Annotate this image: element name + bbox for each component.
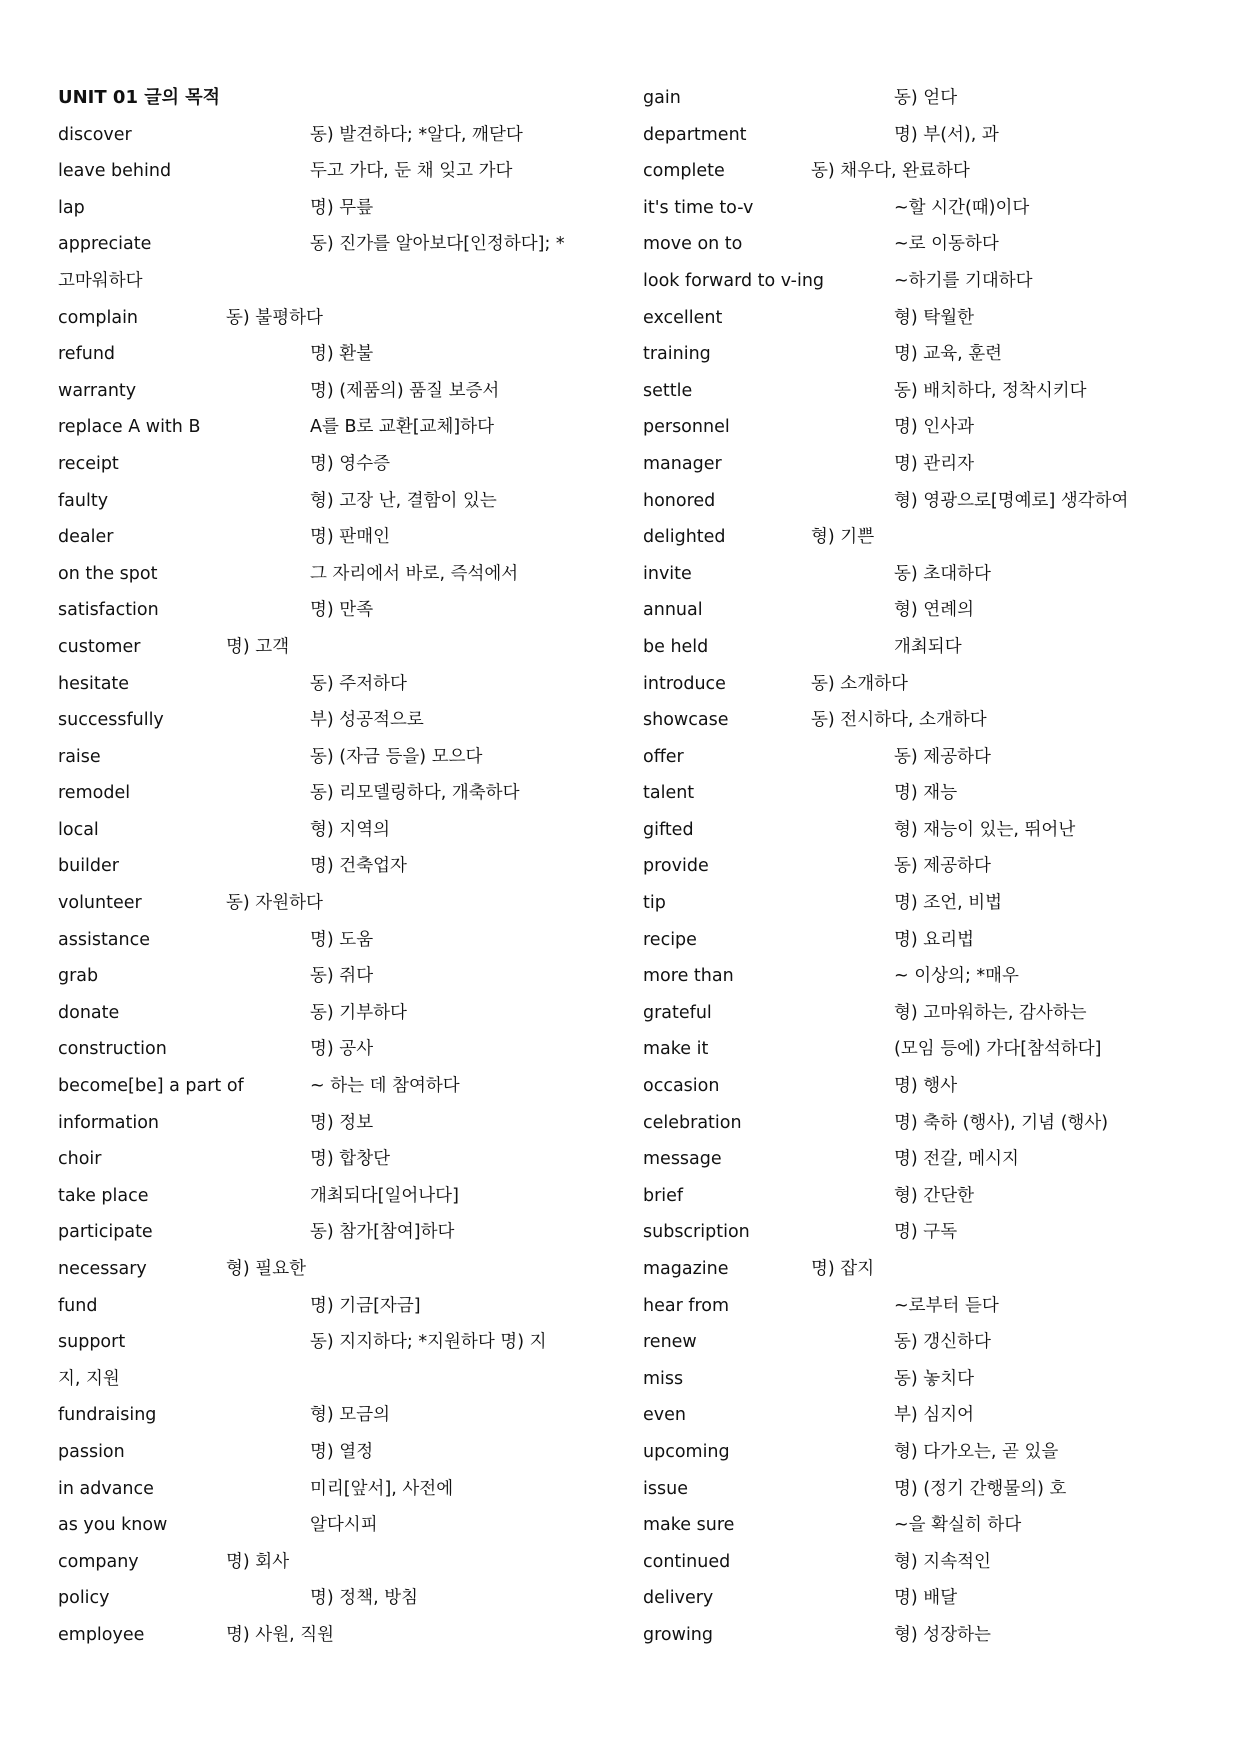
vocab-definition: 동) 리모델링하다, 개축하다 <box>310 783 520 804</box>
vocab-definition: 동) 채우다, 완료하다 <box>811 161 970 182</box>
vocab-word: growing <box>643 1624 713 1645</box>
vocab-entry <box>58 922 618 959</box>
vocab-entry <box>643 775 1203 812</box>
vocab-word: refund <box>58 344 116 365</box>
vocab-word: delivery <box>643 1588 714 1609</box>
vocab-definition: 명) 공사 <box>310 1039 374 1060</box>
vocab-entry <box>643 885 1203 922</box>
vocab-definition: 명) 판매인 <box>310 527 391 548</box>
vocab-definition: 동) 얻다 <box>894 88 958 108</box>
vocab-definition: ~을 확실히 하다 <box>894 1515 1022 1536</box>
vocab-definition: 명) 행사 <box>894 1076 958 1097</box>
vocab-entry <box>643 1031 1203 1068</box>
vocab-word: assistance <box>58 929 151 950</box>
vocab-entry <box>643 592 1203 629</box>
vocab-definition: 동) 주저하다 <box>310 673 407 694</box>
vocab-entry <box>58 336 618 373</box>
vocab-word: magazine <box>643 1259 729 1279</box>
vocab-entry <box>58 1105 618 1142</box>
vocab-entry <box>58 1507 618 1544</box>
vocab-entry <box>58 1434 618 1471</box>
vocab-word: look forward to v-ing <box>643 270 825 291</box>
vocab-word: tip <box>643 893 666 914</box>
vocab-word: personnel <box>643 417 730 438</box>
right-column <box>643 80 1203 1654</box>
vocab-entry <box>643 1580 1203 1617</box>
vocab-definition: 형) 지속적인 <box>894 1551 991 1572</box>
vocab-entry <box>58 1031 618 1068</box>
vocab-entry <box>58 812 618 849</box>
vocab-word: subscription <box>643 1222 750 1243</box>
vocab-entry <box>643 958 1203 995</box>
vocab-definition: 명) 열정 <box>310 1441 374 1462</box>
vocab-word: hear from <box>643 1295 730 1316</box>
vocab-word: recipe <box>643 929 697 950</box>
vocab-word: fundraising <box>58 1405 157 1426</box>
vocab-entry <box>58 995 618 1032</box>
vocab-word: receipt <box>58 453 119 474</box>
vocab-entry <box>643 1361 1203 1398</box>
vocab-entry <box>58 1324 618 1361</box>
vocab-entry <box>643 263 1203 300</box>
vocab-entry <box>58 519 618 556</box>
vocab-definition: 동) 진가를 알아보다[인정하다]; * <box>310 234 565 255</box>
vocab-entry <box>58 409 618 446</box>
left-column <box>58 80 618 1654</box>
vocab-definition: 형) 성장하는 <box>894 1624 991 1645</box>
vocab-entry <box>643 373 1203 410</box>
vocab-word: as you know <box>58 1515 168 1536</box>
vocab-word: showcase <box>643 710 729 731</box>
vocab-definition: 형) 지역의 <box>310 819 391 840</box>
vocab-entry <box>58 226 618 263</box>
vocab-entry <box>58 1178 618 1215</box>
vocab-definition: 명) 구독 <box>894 1222 958 1243</box>
vocab-definition: ~로 이동하다 <box>894 234 999 255</box>
vocab-definition: 형) 탁월한 <box>894 307 975 328</box>
vocab-definition: 동) 제공하다 <box>894 746 991 767</box>
vocab-definition: 명) 기금[자금] <box>310 1295 421 1316</box>
vocab-entry <box>643 1141 1203 1178</box>
vocab-entry <box>58 1471 618 1508</box>
vocab-entry <box>58 775 618 812</box>
vocab-definition: 명) 인사과 <box>894 417 975 438</box>
vocab-word: talent <box>643 783 695 804</box>
vocab-entry <box>58 1251 618 1288</box>
vocab-entry <box>643 483 1203 520</box>
vocab-word: participate <box>58 1222 153 1243</box>
unit-title-text: UNIT 01 글의 목적 <box>58 87 221 108</box>
vocab-word: fund <box>58 1295 98 1316</box>
vocab-word: invite <box>643 563 692 584</box>
vocab-word: replace A with B <box>58 417 201 438</box>
vocab-word: builder <box>58 856 119 877</box>
vocab-definition: 동) 제공하다 <box>894 856 991 877</box>
vocab-word: complain <box>58 307 139 328</box>
vocab-entry <box>58 556 618 593</box>
vocab-entry <box>58 1617 618 1654</box>
vocab-entry <box>643 922 1203 959</box>
vocab-entry <box>643 1507 1203 1544</box>
vocab-definition: 동) 기부하다 <box>310 1002 407 1023</box>
vocab-word: complete <box>643 161 725 182</box>
vocab-entry <box>58 1544 618 1581</box>
vocab-word: brief <box>643 1185 684 1206</box>
vocab-word: more than <box>643 966 734 987</box>
vocab-word: upcoming <box>643 1441 730 1462</box>
vocab-definition: 형) 고마워하는, 감사하는 <box>894 1002 1087 1023</box>
vocab-definition: 형) 고장 난, 결함이 있는 <box>310 490 497 511</box>
vocab-definition: 명) 재능 <box>894 783 958 804</box>
vocab-word: department <box>643 124 747 145</box>
vocab-entry <box>643 409 1203 446</box>
vocab-definition: 형) 간단한 <box>894 1185 975 1206</box>
vocab-word: issue <box>643 1478 688 1499</box>
vocab-definition: (모임 등에) 가다[참석하다] <box>894 1039 1102 1060</box>
vocab-word: hesitate <box>58 673 130 694</box>
vocab-word: passion <box>58 1441 125 1462</box>
vocab-entry <box>643 1214 1203 1251</box>
vocab-word: on the spot <box>58 563 158 584</box>
vocab-entry <box>643 995 1203 1032</box>
vocab-word: volunteer <box>58 893 142 914</box>
vocab-entry <box>58 153 618 190</box>
vocab-entry <box>643 1288 1203 1325</box>
vocab-definition: 명) 관리자 <box>894 453 975 474</box>
vocab-definition: 명) 축하 (행사), 기념 (행사) <box>894 1112 1109 1133</box>
vocab-definition: 명) 조언, 비법 <box>894 893 1003 914</box>
vocab-definition: A를 B로 교환[교체]하다 <box>310 417 494 438</box>
vocab-word: dealer <box>58 527 114 548</box>
vocab-definition: 형) 연례의 <box>894 600 975 621</box>
vocab-definition: 명) 합창단 <box>310 1149 391 1170</box>
vocab-word: gifted <box>643 819 694 840</box>
vocab-entry <box>58 702 618 739</box>
vocab-definition: 개최되다 <box>894 636 962 657</box>
vocab-definition: 형) 다가오는, 곧 있을 <box>894 1441 1059 1462</box>
vocab-entry <box>58 117 618 154</box>
vocab-entry <box>58 1361 618 1398</box>
vocab-entry <box>58 263 618 300</box>
vocab-entry <box>643 812 1203 849</box>
vocab-word: make it <box>643 1039 709 1060</box>
vocab-entry <box>643 80 1203 117</box>
vocab-word: company <box>58 1551 139 1572</box>
vocab-definition: ~로부터 듣다 <box>894 1295 999 1316</box>
vocab-word: celebration <box>643 1112 742 1133</box>
vocab-definition: 미리[앞서], 사전에 <box>310 1478 454 1499</box>
vocab-definition: 동) 갱신하다 <box>894 1332 991 1353</box>
vocab-word: customer <box>58 636 141 657</box>
vocab-word: manager <box>643 453 722 474</box>
vocab-word: it's time to-v <box>643 197 754 218</box>
vocab-word: lap <box>58 197 85 218</box>
vocab-entry <box>58 1397 618 1434</box>
vocab-definition: ~ 이상의; *매우 <box>894 966 1019 987</box>
vocab-entry <box>58 629 618 666</box>
vocab-entry <box>643 1397 1203 1434</box>
vocab-word: training <box>643 344 711 365</box>
vocab-definition: 형) 재능이 있는, 뛰어난 <box>894 819 1076 840</box>
vocab-word: offer <box>643 746 684 767</box>
vocab-word: grab <box>58 966 99 987</box>
vocab-entry <box>58 373 618 410</box>
vocab-entry <box>643 739 1203 776</box>
vocab-entry <box>643 702 1203 739</box>
vocab-entry <box>58 1214 618 1251</box>
vocab-definition: 동) 초대하다 <box>894 563 991 584</box>
vocab-word: even <box>643 1405 686 1426</box>
vocab-entry <box>58 1580 618 1617</box>
vocab-definition: 형) 영광으로[명예로] 생각하여 <box>894 490 1129 511</box>
vocab-definition: 명) 요리법 <box>894 929 975 950</box>
vocab-definition: 형) 모금의 <box>310 1405 391 1426</box>
vocab-definition: 명) 건축업자 <box>310 856 407 877</box>
vocab-entry <box>643 848 1203 885</box>
vocab-word: appreciate <box>58 234 152 255</box>
vocab-definition: 동) 자원하다 <box>226 893 323 914</box>
vocab-entry <box>58 483 618 520</box>
vocab-word: honored <box>643 490 716 511</box>
vocab-entry <box>643 300 1203 337</box>
vocab-word: raise <box>58 746 101 767</box>
vocab-word: gain <box>643 88 681 108</box>
vocab-word: grateful <box>643 1002 712 1023</box>
vocab-entry <box>643 1068 1203 1105</box>
vocab-entry <box>643 226 1203 263</box>
vocab-definition: 동) (자금 등을) 모으다 <box>310 746 483 767</box>
vocab-word: become[be] a part of <box>58 1076 244 1097</box>
vocab-entry <box>58 885 618 922</box>
vocab-word: local <box>58 819 99 840</box>
vocab-definition: 형) 필요한 <box>226 1259 307 1279</box>
vocab-entry <box>643 1471 1203 1508</box>
vocab-word: provide <box>643 856 709 877</box>
vocab-definition: 알다시피 <box>310 1515 378 1536</box>
vocab-entry <box>643 1105 1203 1142</box>
vocab-word: choir <box>58 1149 102 1170</box>
vocab-definition: 동) 불평하다 <box>226 307 323 328</box>
vocab-entry <box>643 1324 1203 1361</box>
vocab-definition: 동) 지지하다; *지원하다 명) 지 <box>310 1332 547 1353</box>
vocab-entry <box>58 1288 618 1325</box>
vocab-word: successfully <box>58 710 164 731</box>
vocab-definition: ~할 시간(때)이다 <box>894 197 1030 218</box>
vocab-word: warranty <box>58 380 137 401</box>
vocab-word: settle <box>643 380 693 401</box>
vocab-word: continued <box>643 1551 731 1572</box>
vocab-definition: 명) 회사 <box>226 1551 290 1572</box>
vocab-definition: 명) 만족 <box>310 600 374 621</box>
vocab-definition: 동) 쥐다 <box>310 966 374 987</box>
vocab-definition: 동) 참가[참여]하다 <box>310 1222 455 1243</box>
vocab-definition: ~ 하는 데 참여하다 <box>310 1076 460 1097</box>
vocab-definition: 그 자리에서 바로, 즉석에서 <box>310 563 519 584</box>
vocab-definition: 부) 심지어 <box>894 1405 975 1426</box>
vocab-definition: 동) 발견하다; *알다, 깨닫다 <box>310 124 523 145</box>
vocab-word: make sure <box>643 1515 735 1536</box>
vocab-word: necessary <box>58 1259 147 1279</box>
vocab-definition: 명) 잡지 <box>811 1259 875 1279</box>
vocab-word: annual <box>643 600 703 621</box>
vocab-definition: 명) 정보 <box>310 1112 374 1133</box>
vocab-entry <box>643 519 1203 556</box>
vocab-definition: 명) 사원, 직원 <box>226 1624 335 1645</box>
vocab-word: excellent <box>643 307 723 328</box>
vocab-word: remodel <box>58 783 131 804</box>
vocab-entry <box>643 190 1203 227</box>
vocab-entry <box>58 446 618 483</box>
vocab-word: policy <box>58 1588 110 1609</box>
vocab-definition: 명) (제품의) 품질 보증서 <box>310 380 500 401</box>
vocab-word: information <box>58 1112 160 1133</box>
vocab-definition: 동) 배치하다, 정착시키다 <box>894 380 1087 401</box>
vocab-word: discover <box>58 124 132 145</box>
vocab-word: renew <box>643 1332 697 1353</box>
vocab-definition: 명) 도움 <box>310 929 374 950</box>
vocab-definition: 명) 전갈, 메시지 <box>894 1149 1019 1170</box>
vocab-entry <box>643 336 1203 373</box>
vocab-definition: 명) 정책, 방침 <box>310 1588 419 1609</box>
vocab-word: move on to <box>643 234 743 255</box>
unit-title <box>58 80 618 117</box>
vocab-entry <box>643 1251 1203 1288</box>
vocab-word: delighted <box>643 527 726 548</box>
vocab-entry <box>643 666 1203 703</box>
vocab-definition: 동) 놓치다 <box>894 1368 975 1389</box>
vocab-entry <box>58 190 618 227</box>
vocab-definition: 개최되다[일어나다] <box>310 1185 459 1206</box>
vocab-definition: 명) 배달 <box>894 1588 958 1609</box>
vocab-entry <box>643 117 1203 154</box>
vocab-word: faulty <box>58 490 109 511</box>
vocab-word: satisfaction <box>58 600 159 621</box>
vocab-entry <box>58 300 618 337</box>
vocab-word: 고마워하다 <box>58 270 143 291</box>
vocab-word: miss <box>643 1368 684 1389</box>
vocab-entry <box>58 1141 618 1178</box>
vocab-definition: 명) 영수증 <box>310 453 391 474</box>
vocab-definition: 명) 무릎 <box>310 197 374 218</box>
vocab-definition: 명) 환불 <box>310 344 374 365</box>
vocab-definition: ~하기를 기대하다 <box>894 270 1033 291</box>
vocab-entry <box>643 446 1203 483</box>
vocab-entry <box>643 1544 1203 1581</box>
vocab-word: in advance <box>58 1478 154 1499</box>
vocab-entry <box>643 1178 1203 1215</box>
vocab-entry <box>58 592 618 629</box>
vocab-entry <box>643 1617 1203 1654</box>
vocab-entry <box>643 629 1203 666</box>
vocab-entry <box>643 556 1203 593</box>
vocab-word: employee <box>58 1624 145 1645</box>
vocab-definition: 부) 성공적으로 <box>310 710 424 731</box>
vocab-word: construction <box>58 1039 167 1060</box>
vocab-word: message <box>643 1149 722 1170</box>
vocab-word: leave behind <box>58 161 172 182</box>
vocab-word: 지, 지원 <box>58 1368 120 1389</box>
vocab-word: support <box>58 1332 126 1353</box>
vocab-definition: 형) 기쁜 <box>811 527 875 548</box>
vocab-definition: 동) 소개하다 <box>811 673 908 694</box>
vocab-definition: 명) 고객 <box>226 636 290 657</box>
vocab-entry <box>58 739 618 776</box>
vocab-word: donate <box>58 1002 120 1023</box>
vocab-definition: 명) (정기 간행물의) 호 <box>894 1478 1067 1499</box>
vocab-definition: 명) 교육, 훈련 <box>894 344 1003 365</box>
vocab-entry <box>643 1434 1203 1471</box>
vocab-word: occasion <box>643 1076 720 1097</box>
vocab-word: take place <box>58 1185 149 1206</box>
vocab-entry <box>58 1068 618 1105</box>
vocab-definition: 두고 가다, 둔 채 잊고 가다 <box>310 161 513 182</box>
vocab-entry <box>58 958 618 995</box>
vocab-entry <box>58 666 618 703</box>
vocab-definition: 명) 부(서), 과 <box>894 124 999 145</box>
vocab-definition: 동) 전시하다, 소개하다 <box>811 710 987 731</box>
vocab-word: introduce <box>643 673 726 694</box>
vocab-word: be held <box>643 636 709 657</box>
vocab-entry <box>643 153 1203 190</box>
vocab-entry <box>58 848 618 885</box>
